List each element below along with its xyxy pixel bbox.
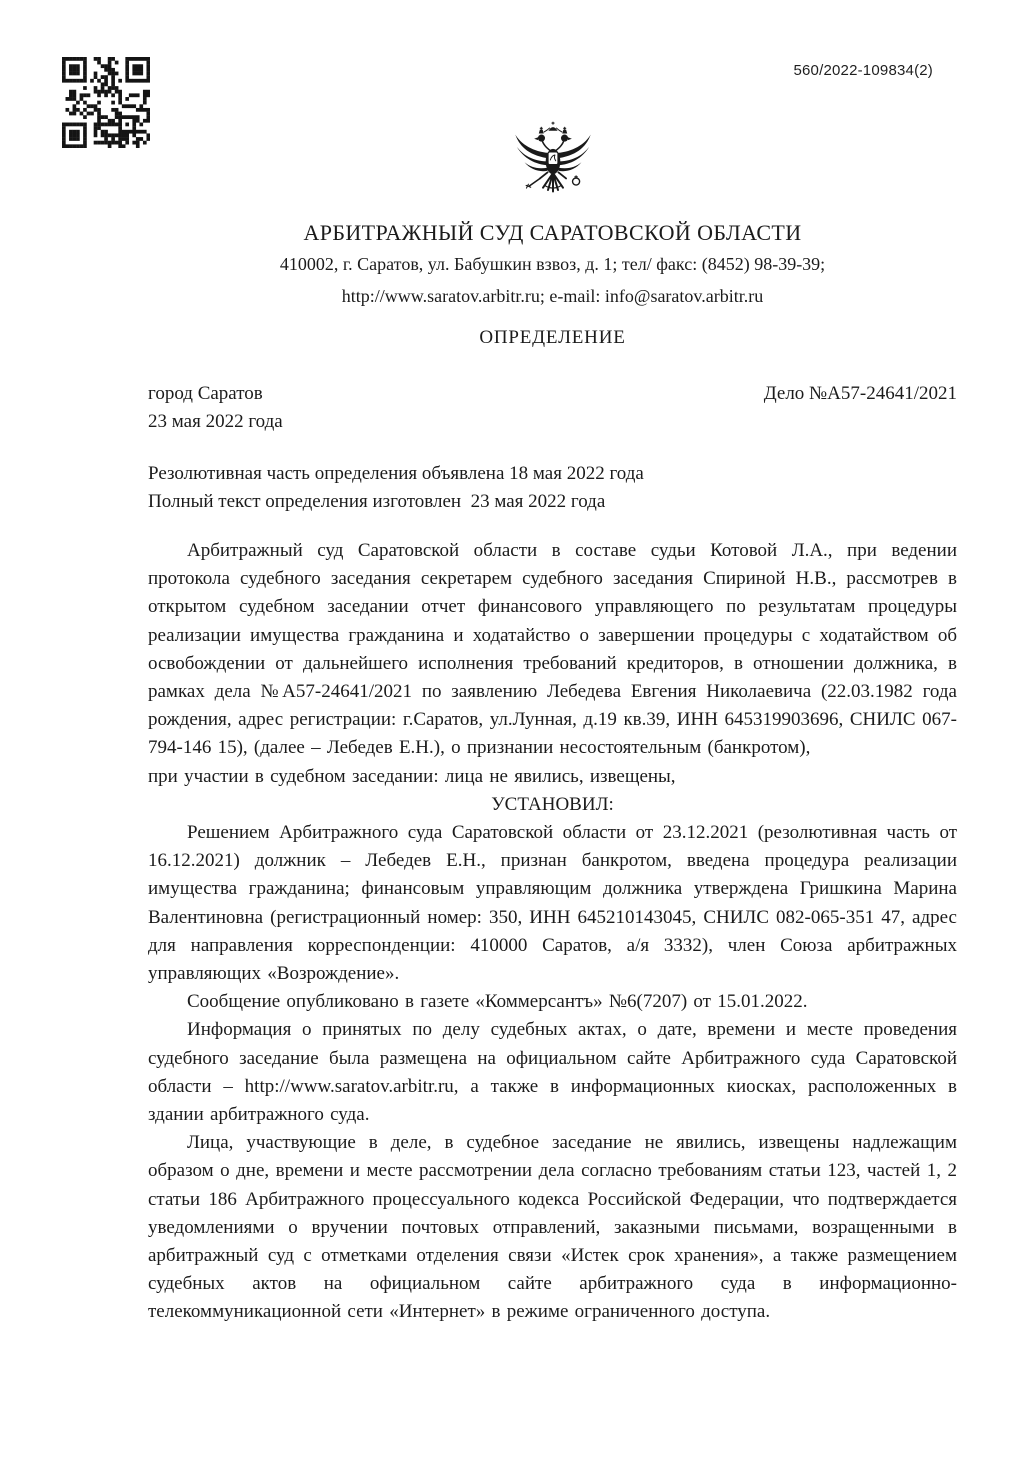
coat-of-arms-icon [503, 118, 603, 202]
document-type-heading: ОПРЕДЕЛЕНИЕ [479, 327, 626, 348]
document-content [148, 0, 957, 1327]
participation-line: при участии в судебном заседании: лица не явились, извещены, [148, 765, 676, 787]
publication-line: Сообщение опубликовано в газете «Коммерсантъ» №6(7207) от 15.01.2022. [187, 991, 808, 1013]
document-body [148, 537, 957, 1327]
city-label: город Саратов [148, 383, 263, 404]
intro-paragraph: Арбитражный суд Саратовской области в составе судьи Котовой Л.А., при ведении протокола судебного заседания секретарем судебного заседания Спириной Н.В., рассмотрев в открытом судебном заседании отчет финансового управляющего по результатам процедуры реализации имущества гражданина и ходатайство о завершении процедуры с ходатайством об освобождении от дальнейшего исполнения требований кредиторов, в отношении должника, в рамках дела №А57-24641/2021 по заявлению Лебедева Евгения Николаевича (22.03.1982 года рождения, адрес регистрации: г.Саратов, ул.Лунная, д.19 кв.39, ИНН 645319903696, СНИЛС 067-794-146 15), (далее – Лебедев Е.Н.), о признании несостоятельным (банкротом), [148, 540, 957, 759]
information-paragraph: Информация о принятых по делу судебных актах, о дате, времени и месте проведения судебного заседание была размещена на официальном сайте Арбитражного суда Саратовской области – http://www.saratov.arbitr.ru, а также в информационных киосках, расположенных в здании арбитражного суда. [148, 1019, 957, 1126]
document-date: 23 мая 2022 года [148, 411, 283, 432]
decision-paragraph: Решением Арбитражного суда Саратовской области от 23.12.2021 (резолютивная часть от 16.12.2021) должник – Лебедев Е.Н., признан банкротом, введена процедура реализации имущества гражданина; финансовым управляющим должника утверждена Гришкина Марина Валентиновна (регистрационный номер: 350, ИНН 645210143045, СНИЛС 082-065-351 47, адрес для направления корреспонденции: 410000 Саратов, а/я 3332), член Союза арбитражных управляющих «Возрождение». [148, 822, 957, 985]
qr-code [62, 57, 150, 148]
document-number: 560/2022-109834(2) [793, 62, 933, 79]
court-name: АРБИТРАЖНЫЙ СУД САРАТОВСКОЙ ОБЛАСТИ [303, 220, 802, 245]
parties-paragraph: Лица, участвующие в деле, в судебное заседание не явились, извещены надлежащим образом о дне, времени и месте рассмотрении дела согласно требованиям статьи 123, частей 1, 2 статьи 186 Арбитражного процессуального кодекса Российской Федерации, что подтверждается уведомлениями о вручении почтовых отправлений, заказными письмами, возращенными в арбитражный суд с отметками отделения связи «Истек срок хранения», а также размещением судебных актов на официальном сайте арбитражного суда в информационно-телекоммуникационной сети «Интернет» в режиме ограниченного доступа. [148, 1132, 957, 1323]
full-text-made-line: Полный текст определения изготовлен 23 мая 2022 года [148, 491, 606, 512]
resolution-announced-line: Резолютивная часть определения объявлена 18 мая 2022 года [148, 463, 644, 484]
case-number: Дело №А57-24641/2021 [763, 383, 957, 404]
court-contacts-line: http://www.saratov.arbitr.ru; e-mail: info@saratov.arbitr.ru [341, 286, 764, 306]
ustanovil-heading: УСТАНОВИЛ: [491, 793, 614, 815]
court-address-line: 410002, г. Саратов, ул. Бабушкин взвоз, д. 1; тел/ факс: (8452) 98-39-39; [279, 254, 826, 274]
